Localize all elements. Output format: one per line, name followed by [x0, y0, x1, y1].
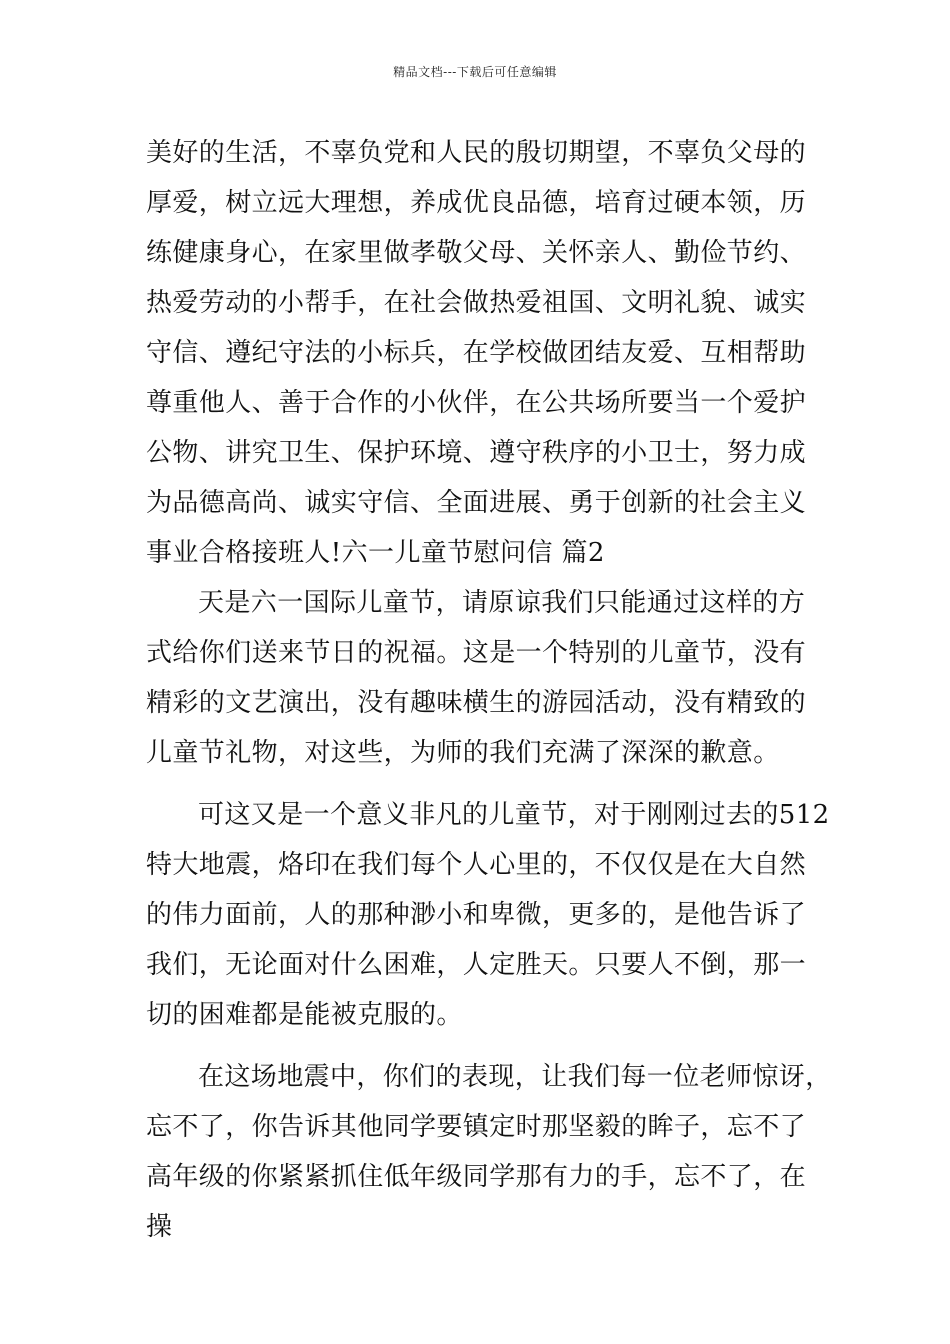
document-body: [146, 128, 832, 1252]
paragraph-3: [146, 790, 830, 1040]
text-line: 为品德高尚、诚实守信、全面进展、勇于创新的社会主义: [146, 488, 807, 518]
paragraph-1: [146, 128, 826, 578]
text-line: 特大地震，烙印在我们每个人心里的，不仅仅是在大自然: [146, 850, 807, 880]
text-line: 操: [146, 1212, 173, 1242]
text-line: 高年级的你紧紧抓住低年级同学那有力的手，忘不了，在: [146, 1162, 807, 1192]
text-line: 切的困难都是能被克服的。: [146, 1000, 463, 1030]
text-line: 精彩的文艺演出，没有趣味横生的游园活动，没有精致的: [146, 688, 807, 718]
text-line: 厚爱，树立远大理想，养成优良品德，培育过硬本领，历: [146, 188, 807, 218]
text-line: 可这又是一个意义非凡的儿童节，对于刚刚过去的512: [198, 800, 830, 830]
text-line: 尊重他人、善于合作的小伙伴，在公共场所要当一个爱护: [146, 388, 807, 418]
text-line: 忘不了，你告诉其他同学要镇定时那坚毅的眸子，忘不了: [146, 1112, 807, 1142]
text-line: 我们，无论面对什么困难，人定胜天。只要人不倒，那一: [146, 950, 807, 980]
text-line: 在这场地震中，你们的表现，让我们每一位老师惊讶，: [198, 1062, 832, 1092]
paragraph-4: [146, 1052, 832, 1252]
text-line: 的伟力面前，人的那种渺小和卑微，更多的，是他告诉了: [146, 900, 807, 930]
text-line: 热爱劳动的小帮手，在社会做热爱祖国、文明礼貌、诚实: [146, 288, 807, 318]
paragraph-spacer: [146, 1040, 826, 1052]
paragraph-spacer: [146, 778, 826, 790]
text-line: 儿童节礼物，对这些，为师的我们充满了深深的歉意。: [146, 738, 780, 768]
text-line: 事业合格接班人!六一儿童节慰问信 篇2: [146, 538, 605, 568]
text-line: 式给你们送来节日的祝福。这是一个特别的儿童节，没有: [146, 638, 807, 668]
text-line: 美好的生活，不辜负党和人民的殷切期望，不辜负父母的: [146, 138, 807, 168]
text-line: 守信、遵纪守法的小标兵，在学校做团结友爱、互相帮助: [146, 338, 807, 368]
paragraph-2: [146, 578, 826, 778]
text-line: 公物、讲究卫生、保护环境、遵守秩序的小卫士，努力成: [146, 438, 807, 468]
text-line: 天是六一国际儿童节，请原谅我们只能通过这样的方: [198, 588, 806, 618]
text-line: 练健康身心，在家里做孝敬父母、关怀亲人、勤俭节约、: [146, 238, 807, 268]
page-header: 精品文档---下载后可任意编辑: [393, 65, 557, 79]
